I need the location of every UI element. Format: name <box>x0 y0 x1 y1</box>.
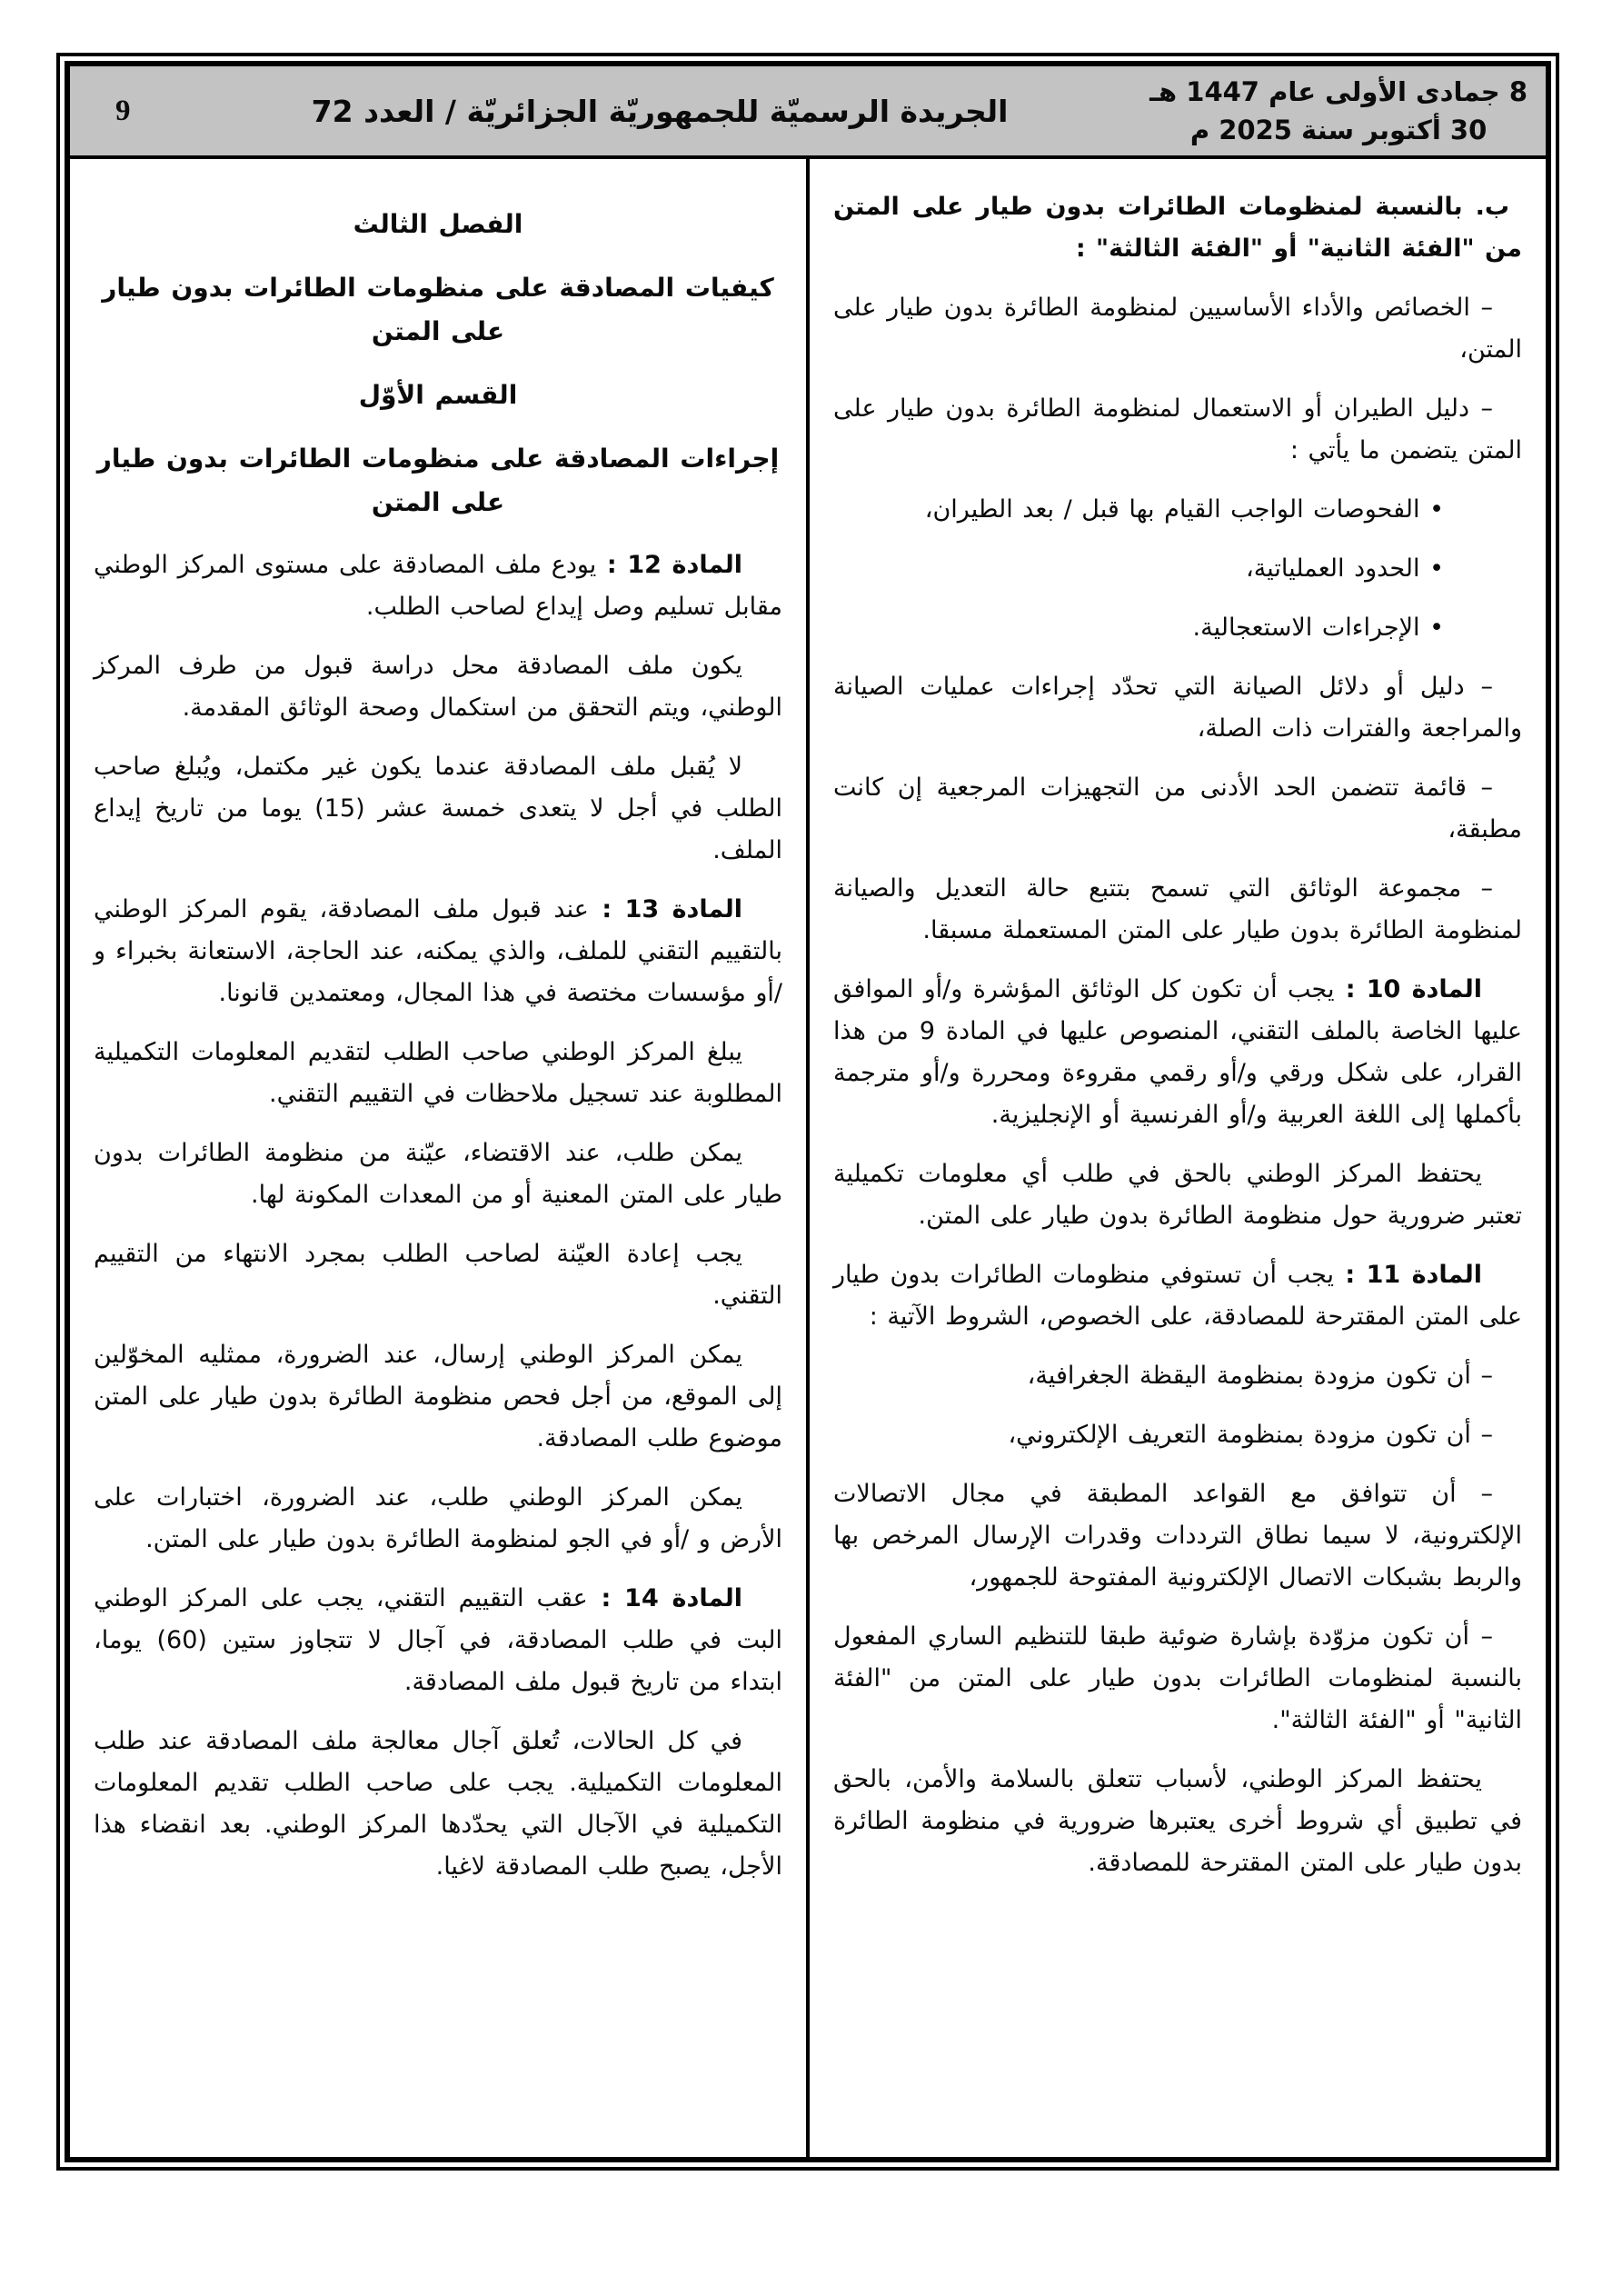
paragraph: لا يُقبل ملف المصادقة عندما يكون غير مكتمل، ويُبلغ صاحب الطلب في أجل لا يتعدى خمسة عشر (15) يوما من تاريخ إيداع الملف. <box>94 753 782 864</box>
paragraph: يكون ملف المصادقة محل دراسة قبول من طرف المركز الوطني، ويتم التحقق من استكمال وصحة الوثائق المقدمة. <box>94 652 782 722</box>
section-heading: القسم الأوّل <box>358 380 518 410</box>
article-paragraph: المادة 11 : يجب أن تستوفي منظومات الطائرات بدون طيار على المتن المقترحة للمصادقة، على الخصوص، الشروط الآتية : <box>833 1261 1522 1331</box>
paragraph: يحتفظ المركز الوطني بالحق في طلب أي معلومات تكميلية تعتبر ضرورية حول منظومة الطائرة بدون طيار على المتن. <box>833 1160 1522 1230</box>
subsection-heading: ب. بالنسبة لمنظومات الطائرات بدون طيار على المتن من "الفئة الثانية" أو "الفئة الثالثة" : <box>833 193 1522 263</box>
column-divider <box>806 159 810 2157</box>
section-heading: كيفيات المصادقة على منظومات الطائرات بدون طيار على المتن <box>102 273 774 346</box>
list-item-dash: – دليل الطيران أو الاستعمال لمنظومة الطائرة بدون طيار على المتن يتضمن ما يأتي : <box>833 394 1522 464</box>
paragraph: يجب إعادة العيّنة لصاحب الطلب بمجرد الانتهاء من التقييم التقني. <box>94 1240 782 1310</box>
paragraph: في كل الحالات، تُعلق آجال معالجة ملف المصادقة عند طلب المعلومات التكميلية. يجب على صاحب الطلب تقديم المعلومات التكميلية في الآجال التي يحدّدها المركز الوطني. بعد انقضاء هذا الأجل، يصبح طلب المصادقة لاغيا. <box>94 1727 782 1881</box>
section-heading: الفصل الثالث <box>353 209 523 239</box>
article-label: المادة 14 : <box>587 1584 742 1612</box>
list-item-dash: – مجموعة الوثائق التي تسمح بتتبع حالة التعديل والصيانة لمنظومة الطائرة بدون طيار على المتن المستعملة مسبقا. <box>833 874 1522 944</box>
column-left <box>70 159 806 2157</box>
paragraph: يمكن طلب، عند الاقتضاء، عيّنة من منظومة الطائرات بدون طيار على المتن المعنية أو من المعدات المكونة لها. <box>94 1139 782 1209</box>
section-heading: إجراءات المصادقة على منظومات الطائرات بدون طيار على المتن <box>96 444 780 517</box>
list-item-bullet: • الإجراءات الاستعجالية. <box>1192 614 1444 642</box>
column-right <box>810 159 1546 2157</box>
content-area <box>70 159 1546 2157</box>
paragraph: يمكن المركز الوطني طلب، عند الضرورة، اختبارات على الأرض و /أو في الجو لمنظومة الطائرة بدون طيار على المتن. <box>94 1483 782 1553</box>
article-label: المادة 13 : <box>588 895 743 923</box>
article-label: المادة 11 : <box>1334 1261 1483 1289</box>
paragraph: يحتفظ المركز الوطني، لأسباب تتعلق بالسلامة والأمن، بالحق في تطبيق أي شروط أخرى يعتبرها ضرورية في منظومة الطائرة بدون طيار على المتن المقترحة للمصادقة. <box>833 1765 1522 1877</box>
list-item-dash: – أن تكون مزوّدة بإشارة ضوئية طبقا للتنظيم الساري المفعول بالنسبة لمنظومات الطائرات بدون طيار على المتن من "الفئة الثانية" أو "الفئة الثالثة". <box>833 1622 1522 1734</box>
page-number: 9 <box>115 94 131 127</box>
hijri-date: 8 جمادى الأولى عام 1447 هـ <box>1149 76 1527 107</box>
article-paragraph: المادة 10 : يجب أن تكون كل الوثائق المؤشرة و/أو الموافق عليها الخاصة بالملف التقني، المنصوص عليها في المادة 9 من هذا القرار، على شكل ورقي و/أو رقمي مقروءة ومحررة و/أو مترجمة بأكملها إلى اللغة العربية و/أو الفرنسية أو الإنجليزية. <box>833 975 1523 1129</box>
header-band <box>70 66 1546 159</box>
page-frame-outer <box>56 53 1559 2171</box>
list-item-dash: – دليل أو دلائل الصيانة التي تحدّد إجراءات عمليات الصيانة والمراجعة والفترات ذات الصلة، <box>833 673 1522 743</box>
journal-title: الجريدة الرسميّة للجمهوريّة الجزائريّة / العدد 72 <box>311 93 1009 129</box>
article-paragraph: المادة 13 : عند قبول ملف المصادقة، يقوم المركز الوطني بالتقييم التقني للملف، والذي يمكنه، عند الحاجة، الاستعانة بخبراء و /أو مؤسسات مختصة في هذا المجال، ومعتمدين قانونا. <box>94 895 782 1007</box>
article-label: المادة 12 : <box>596 551 742 579</box>
list-item-dash: – قائمة تتضمن الحد الأدنى من التجهيزات المرجعية إن كانت مطبقة، <box>833 774 1522 844</box>
article-paragraph: المادة 12 : يودع ملف المصادقة على مستوى المركز الوطني مقابل تسليم وصل إيداع لصاحب الطلب. <box>94 551 782 621</box>
page-frame-inner <box>65 61 1551 2162</box>
paragraph: يبلغ المركز الوطني صاحب الطلب لتقديم المعلومات التكميلية المطلوبة عند تسجيل ملاحظات في التقييم التقني. <box>94 1038 782 1108</box>
list-item-dash: – أن تكون مزودة بمنظومة اليقظة الجغرافية، <box>1027 1362 1493 1390</box>
list-item-bullet: • الفحوصات الواجب القيام بها قبل / بعد الطيران، <box>924 495 1444 524</box>
paragraph: يمكن المركز الوطني إرسال، عند الضرورة، ممثليه المخوّلين إلى الموقع، من أجل فحص منظومة الطائرة بدون طيار على المتن موضوع طلب المصادقة. <box>94 1341 782 1452</box>
article-label: المادة 10 : <box>1334 975 1483 1003</box>
gregorian-date: 30 أكتوبر سنة 2025 م <box>1189 115 1488 145</box>
list-item-dash: – أن تكون مزودة بمنظومة التعريف الإلكتروني، <box>1008 1421 1493 1449</box>
list-item-dash: – الخصائص والأداء الأساسيين لمنظومة الطائرة بدون طيار على المتن، <box>833 294 1522 364</box>
list-item-dash: – أن تتوافق مع القواعد المطبقة في مجال الاتصالات الإلكترونية، لا سيما نطاق الترددات وقدرات الإرسال المرخص بها والربط بشبكات الاتصال الإلكترونية المفتوحة للجمهور، <box>833 1480 1522 1592</box>
article-paragraph: المادة 14 : عقب التقييم التقني، يجب على المركز الوطني البت في طلب المصادقة، في آجال لا تتجاوز ستين (60) يوما، ابتداء من تاريخ قبول ملف المصادقة. <box>94 1584 782 1696</box>
issue-dates <box>1149 73 1527 149</box>
list-item-bullet: • الحدود العملياتية، <box>1245 554 1444 583</box>
